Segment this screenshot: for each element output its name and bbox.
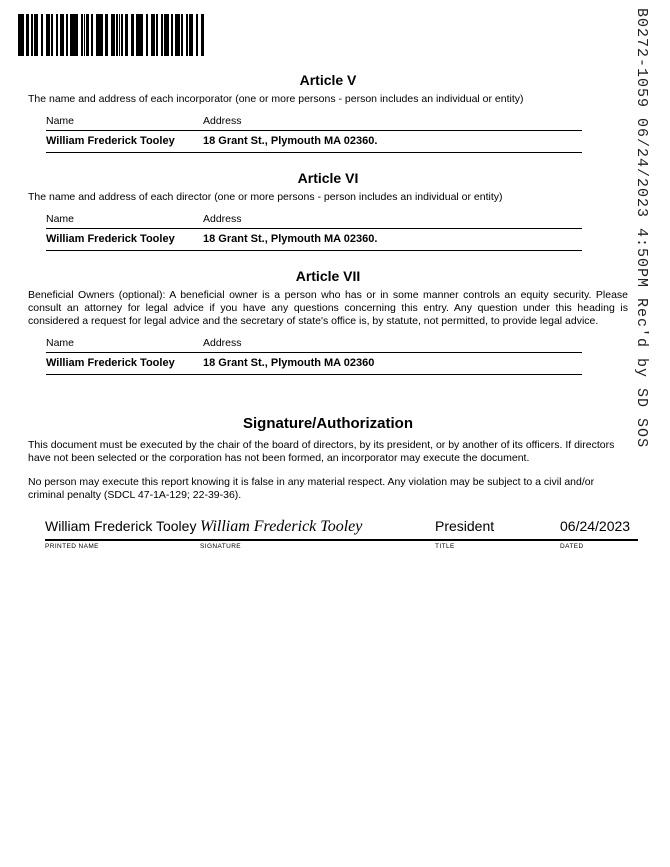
signature-values-row [45, 518, 638, 541]
signature-authorization-section [28, 415, 631, 550]
article-v-intro: The name and address of each incorporator (one or more persons - person includes an individual or entity) [28, 93, 524, 105]
beneficial-owner-table [46, 335, 582, 375]
article-vii-section [28, 268, 628, 375]
column-header-name: Name [46, 115, 75, 127]
column-header-name: Name [46, 213, 75, 225]
incorporator-address: 18 Grant St., Plymouth MA 02360. [203, 135, 378, 147]
beneficial-owner-name: William Frederick Tooley [46, 357, 175, 369]
table-row [46, 353, 582, 375]
signature-value: William Frederick Tooley [200, 518, 363, 535]
title-label: TITLE [435, 543, 455, 550]
article-vi-section [28, 170, 628, 251]
filing-stamp-vertical-text: B0272-1059 06/24/2023 4:50PM Rec'd by SD SOS [633, 8, 650, 449]
director-address: 18 Grant St., Plymouth MA 02360. [203, 233, 378, 245]
printed-name-value: William Frederick Tooley [45, 518, 197, 534]
dated-label: DATED [560, 543, 584, 550]
article-v-section [28, 72, 628, 153]
printed-name-label: PRINTED NAME [45, 543, 99, 550]
table-header-row [46, 335, 582, 353]
article-v-title: Article V [299, 72, 357, 88]
column-header-address: Address [203, 213, 242, 225]
penalty-notice-paragraph: No person may execute this report knowing it is false in any material respect. Any violation may be subject to a civil and/or criminal penalty (SDCL 47-1A-129; 22-39-36). [28, 476, 595, 501]
table-header-row [46, 211, 582, 229]
article-vi-intro: The name and address of each director (one or more persons - person includes an individual or entity) [28, 191, 503, 203]
signature-labels-row [45, 541, 638, 550]
director-name: William Frederick Tooley [46, 233, 175, 245]
director-table [46, 211, 582, 251]
barcode-icon [18, 14, 204, 56]
table-row [46, 131, 582, 153]
signature-block [45, 518, 638, 550]
execution-notice-paragraph: This document must be executed by the chair of the board of directors, by its president, or by another of its officers. If directors have not been selected or the corporation has not been formed, an incorporator may execute the document. [28, 439, 615, 464]
signature-label: SIGNATURE [200, 543, 242, 550]
table-row [46, 229, 582, 251]
title-value: President [435, 518, 495, 534]
dated-value: 06/24/2023 [560, 518, 631, 534]
table-header-row [46, 113, 582, 131]
article-vii-title: Article VII [295, 268, 361, 284]
column-header-address: Address [203, 337, 242, 349]
document-content [28, 72, 631, 550]
beneficial-owner-address: 18 Grant St., Plymouth MA 02360 [203, 357, 375, 369]
incorporator-name: William Frederick Tooley [46, 135, 175, 147]
incorporator-table [46, 113, 582, 153]
article-vii-intro: Beneficial Owners (optional): A beneficial owner is a person who has or in some manner controls an equity security. Please consult an attorney for legal advice if you have any questions concerning this entry. Any question under this heading is considered a request for legal advice and the secretary of state's office is, by statute, not permitted, to provide legal advice. [28, 289, 628, 327]
signature-section-title: Signature/Authorization [243, 415, 413, 432]
article-vi-title: Article VI [297, 170, 359, 186]
column-header-name: Name [46, 337, 75, 349]
column-header-address: Address [203, 115, 242, 127]
